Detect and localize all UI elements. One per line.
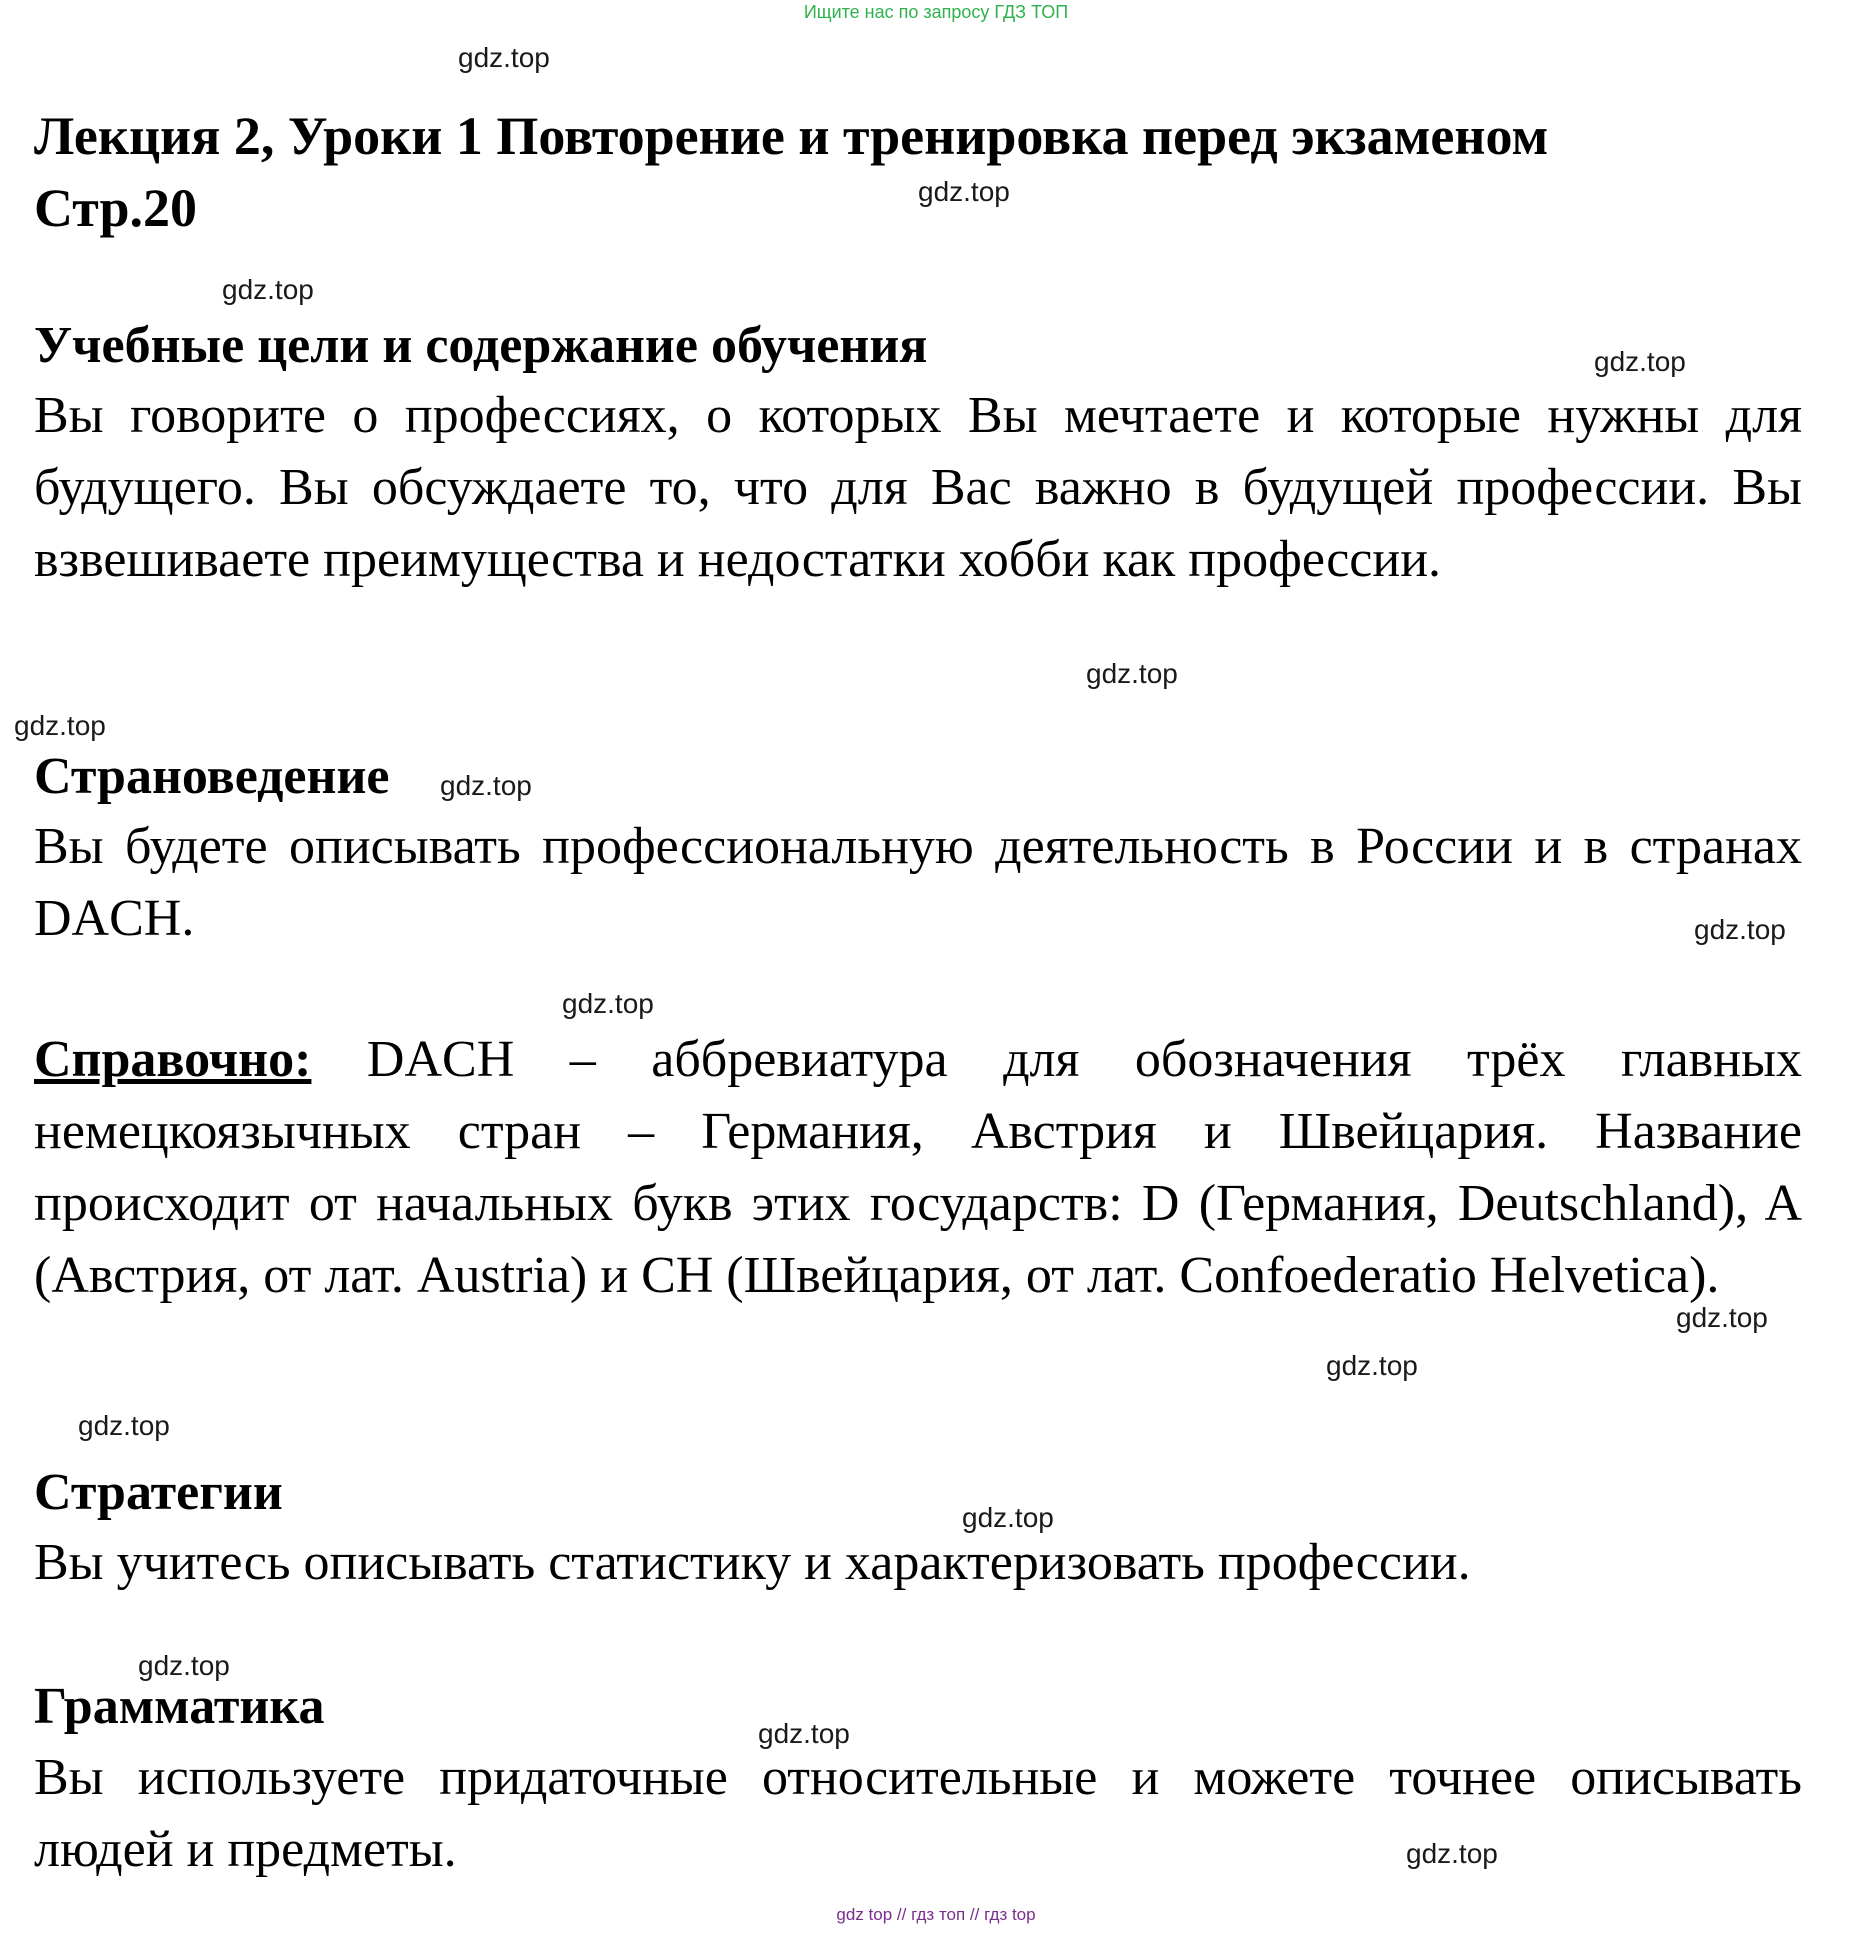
watermark: gdz.top	[458, 42, 550, 73]
title-page-number: Стр.20	[34, 178, 198, 238]
reference-text: DACH – аббревиатура для обозначения трёх главных немецкоязычных стран – Германия, Австрия и Швейцария. Название происходит от начальных букв этих государств: D (Германия, Deutschland), A (Австрия, от лат. Austria) и CH (Швейцария, от лат. Confoederatio Helvetica).	[34, 1031, 1802, 1304]
watermark: gdz.top	[1594, 346, 1686, 377]
watermark: gdz.top	[222, 274, 314, 305]
grammar-heading: Грамматика	[34, 1678, 325, 1735]
country-text: Вы будете описывать профессиональную деятельность в России и в странах DACH.	[34, 818, 1802, 947]
strategies-text: Вы учитесь описывать статистику и характеризовать профессии.	[34, 1534, 1471, 1591]
bottom-banner: gdz top // гдз топ // гдз top	[836, 1905, 1036, 1924]
top-banner: Ищите нас по запросу ГДЗ ТОП	[803, 2, 1069, 22]
watermark: gdz.top	[758, 1718, 850, 1749]
grammar-text: Вы используете придаточные относительные и можете точнее описывать людей и предметы.	[34, 1749, 1802, 1878]
goals-heading: Учебные цели и содержание обучения	[34, 317, 928, 374]
watermark: gdz.top	[440, 770, 532, 801]
watermark: gdz.top	[138, 1650, 230, 1681]
goals-text: Вы говорите о профессиях, о которых Вы мечтаете и которые нужны для будущего. Вы обсуждаете то, что для Вас важно в будущей профессии. Вы взвешиваете преимущества и недостатки хобби как профессии.	[34, 387, 1802, 588]
page-title	[34, 100, 1824, 244]
watermark: gdz.top	[1406, 1838, 1498, 1869]
watermark: gdz.top	[918, 176, 1010, 207]
watermark: gdz.top	[962, 1502, 1054, 1533]
watermark: gdz.top	[14, 710, 106, 741]
strategies-heading: Стратегии	[34, 1464, 283, 1521]
reference-label: Справочно:	[34, 1031, 312, 1088]
watermark: gdz.top	[1086, 658, 1178, 689]
watermark: gdz.top	[1676, 1302, 1768, 1333]
reference-paragraph	[34, 1024, 1802, 1312]
watermark: gdz.top	[562, 988, 654, 1019]
country-heading: Страноведение	[34, 748, 390, 805]
watermark: gdz.top	[1694, 914, 1786, 945]
watermark: gdz.top	[78, 1410, 170, 1441]
title-line-1: Лекция 2, Уроки 1 Повторение и тренировка перед экзаменом	[34, 106, 1549, 166]
watermark: gdz.top	[1326, 1350, 1418, 1381]
